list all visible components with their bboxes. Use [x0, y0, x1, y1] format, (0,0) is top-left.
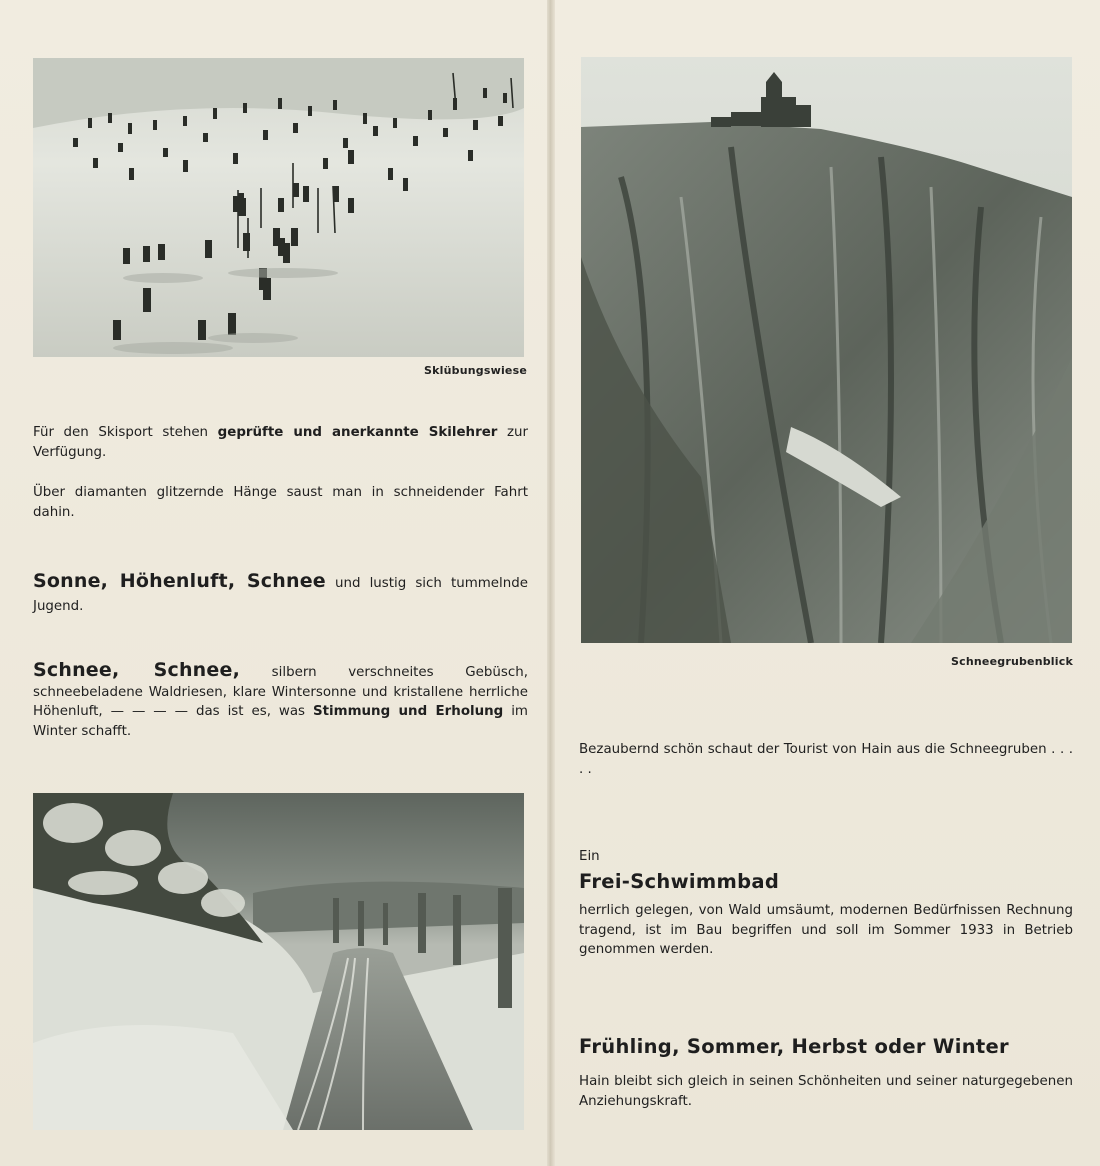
pool-paragraph: herrlich gelegen, von Wald umsäumt, modernen Bedürfnissen Rechnung tragend, ist im Bau begriffen und soll im Sommer 1933 in Betrieb genommen werden. [579, 903, 1073, 957]
ski-meadow-photo [33, 58, 524, 357]
pool-intro: Ein [579, 849, 600, 864]
snow-text-1: silbern verschneites Gebüsch, schneebeladene Waldriesen, klare Wintersonne und kristallene herrliche Höhenluft, — — — — das ist es, was [33, 665, 528, 719]
schneegruben-caption: Schneegrubenblick [951, 655, 1073, 668]
seasons-paragraph: Hain bleibt sich gleich in seinen Schönheiten und seiner naturgegebenen Anziehungskraft. [579, 1074, 1073, 1109]
page-fold [547, 0, 555, 1166]
sun-snow-paragraph [33, 570, 528, 618]
schneegruben-paragraph: Bezaubernd schön schaut der Tourist von Hain aus die Schneegruben . . . . . [579, 742, 1073, 777]
sun-snow-text: und lustig sich tummelnde Jugend. [33, 576, 528, 614]
snow-text-2: im Winter schafft. [33, 704, 528, 739]
slopes-paragraph: Über diamanten glitzernde Hänge saust man in schneidender Fahrt dahin. [33, 485, 528, 520]
pool-heading: Frei-Schwimmbad [579, 870, 780, 893]
seasons-heading: Frühling, Sommer, Herbst oder Winter [579, 1035, 1009, 1058]
ski-instructors-text-1: Für den Skisport stehen [33, 425, 218, 440]
snow-heading: Schnee, Schnee, [33, 659, 240, 681]
snowy-road-photo [33, 793, 524, 1130]
snow-paragraph [33, 661, 528, 741]
ski-meadow-caption: Sklübungswiese [424, 364, 527, 377]
ski-instructors-paragraph [33, 423, 528, 462]
snow-emphasis: Stimmung und Erholung [312, 704, 504, 719]
ski-instructors-emphasis: geprüfte und anerkannte Skilehrer [217, 425, 498, 440]
ski-instructors-text-2: zur Verfügung. [33, 425, 529, 460]
schneegruben-photo [581, 57, 1072, 643]
sun-snow-heading: Sonne, Höhenluft, Schnee [33, 570, 326, 592]
